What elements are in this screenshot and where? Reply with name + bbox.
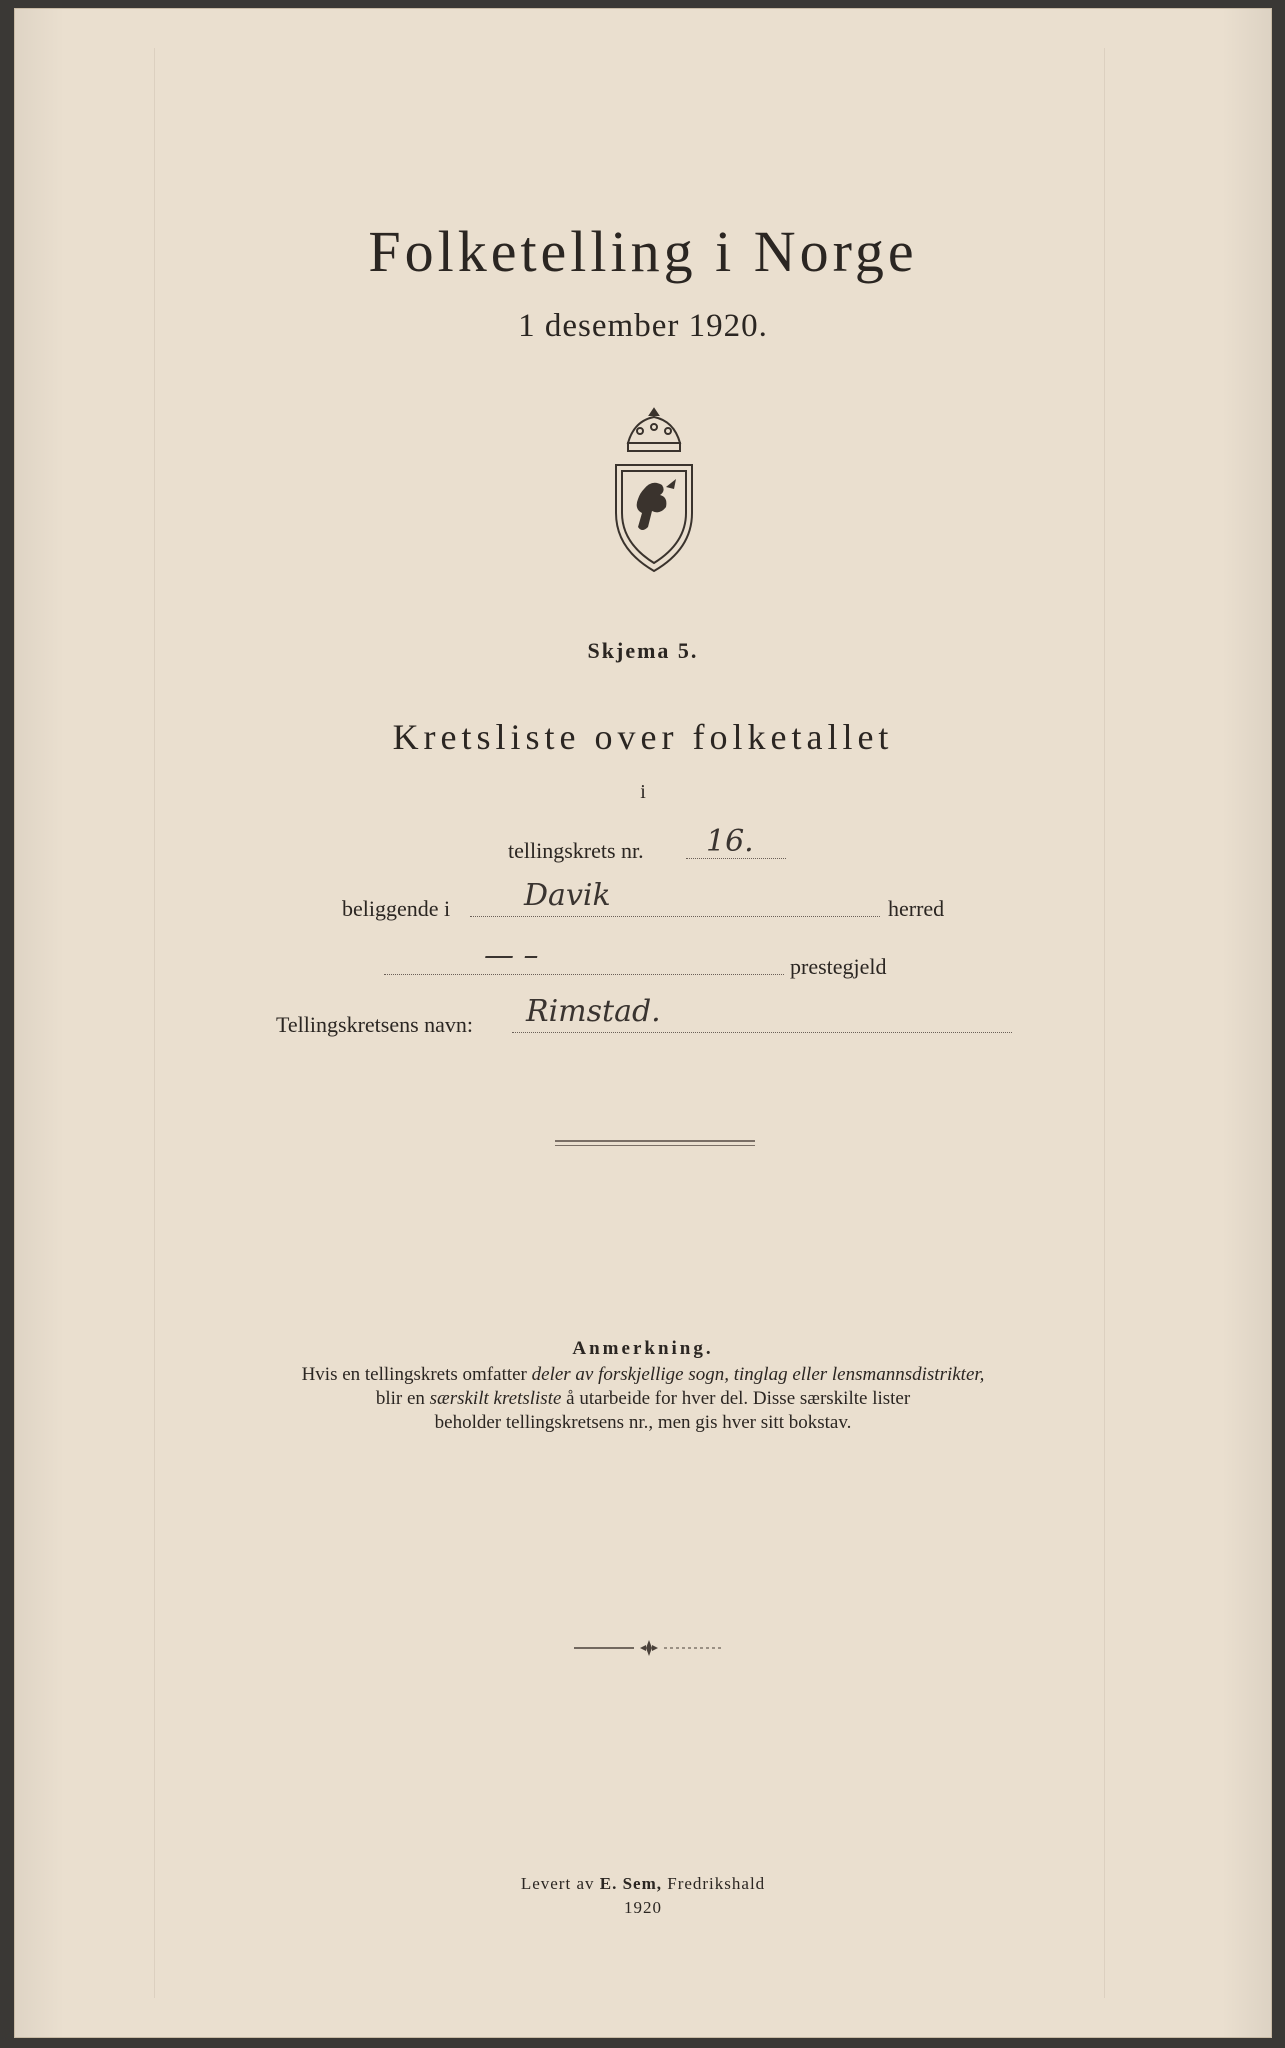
divider-rule [555,1140,755,1142]
divider-rule [555,1145,755,1146]
note-line-3: beholder tellingskretsens nr., men gis hver sitt bokstav. [434,1412,852,1433]
kretsnavn-label: Tellingskretsens navn: [276,1012,474,1037]
note-line-1 [14,1364,1272,1386]
kretsnavn-value: Rimstad. [526,994,661,1029]
form-heading: Kretsliste over folketallet [392,717,894,757]
printer-place: Fredrikshald [661,1874,766,1893]
printer-name: E. Sem, [599,1874,662,1893]
tellingskrets-label: tellingskrets nr. [508,838,644,863]
note-emphasis: særskilt kretsliste [429,1388,562,1409]
beliggende-label: beliggende i [342,896,451,921]
beliggende-dotline [470,916,880,917]
prestegjeld-label: prestegjeld [790,954,887,979]
note-text: blir en [375,1388,430,1409]
note-line-2 [14,1388,1272,1410]
printer-prefix: Levert av [520,1874,600,1893]
note-emphasis: deler av forskjellige sogn, tinglag eller lensmannsdistrikter, [531,1364,985,1385]
norwegian-coat-of-arms-icon [606,403,702,573]
page-title: Folketelling i Norge [368,219,918,284]
note-text: Hvis en tellingskrets omfatter [301,1364,532,1385]
printer-credit [14,1874,1272,1894]
census-form-page [14,8,1272,2038]
note-heading: Anmerkning. [572,1338,714,1359]
census-date: 1 desember 1920. [518,308,768,344]
note-text: å utarbeide for hver del. Disse særskilte lister [561,1388,911,1409]
beliggende-value: Davik [524,878,611,913]
ornament-divider-icon [574,1638,724,1658]
prestegjeld-dotline [384,974,784,975]
tellingskrets-value: 16. [706,824,754,859]
printer-year: 1920 [624,1898,662,1917]
schema-number: Skjema 5. [587,638,699,663]
prestegjeld-value: — – [484,938,539,973]
heading-connector: i [640,781,646,803]
herred-label: herred [888,896,945,921]
kretsnavn-dotline [512,1032,1012,1033]
